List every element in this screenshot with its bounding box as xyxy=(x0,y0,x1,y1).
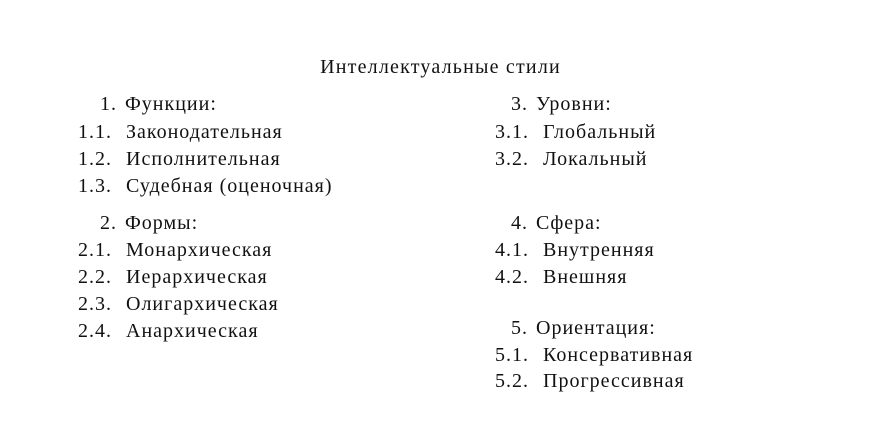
item-number: 2.4. xyxy=(78,320,112,342)
item-label: Локальный xyxy=(543,148,648,170)
section-number: 4. xyxy=(511,212,528,234)
item-label: Анархическая xyxy=(126,320,259,342)
item-label: Судебная (оценочная) xyxy=(126,175,333,197)
item-label: Исполнительная xyxy=(126,148,281,170)
list-item xyxy=(495,238,655,262)
item-label: Прогрессивная xyxy=(543,370,685,392)
page-title: Интеллектуальные стили xyxy=(320,56,561,78)
item-number: 5.1. xyxy=(495,344,529,366)
section-label: Ориентация: xyxy=(536,317,656,339)
section-heading-sphere xyxy=(511,211,602,235)
list-item xyxy=(78,120,283,144)
list-item xyxy=(78,319,259,343)
list-item xyxy=(78,292,279,316)
item-label: Внешняя xyxy=(543,266,628,288)
list-item xyxy=(78,265,268,289)
section-number: 2. xyxy=(100,212,117,234)
section-number: 3. xyxy=(511,93,528,115)
list-item xyxy=(495,147,647,171)
section-label: Уровни: xyxy=(536,93,612,115)
section-label: Сфера: xyxy=(536,212,602,234)
item-label: Законодательная xyxy=(126,121,283,143)
item-number: 3.2. xyxy=(495,148,529,170)
section-heading-levels xyxy=(511,92,612,116)
section-heading-orientation xyxy=(511,316,656,340)
list-item xyxy=(78,174,333,198)
item-label: Иерархическая xyxy=(126,266,268,288)
item-number: 4.1. xyxy=(495,239,529,261)
item-label: Внутренняя xyxy=(543,239,655,261)
item-number: 1.2. xyxy=(78,148,112,170)
item-label: Олигархическая xyxy=(126,293,279,315)
list-item xyxy=(78,238,272,262)
list-item xyxy=(495,120,656,144)
section-heading-forms xyxy=(100,211,198,235)
list-item xyxy=(78,147,281,171)
section-label: Формы: xyxy=(125,212,199,234)
item-number: 3.1. xyxy=(495,121,529,143)
list-item xyxy=(495,265,627,289)
item-number: 1.1. xyxy=(78,121,112,143)
item-label: Глобальный xyxy=(543,121,657,143)
section-number: 1. xyxy=(100,93,117,115)
item-label: Монархическая xyxy=(126,239,273,261)
section-number: 5. xyxy=(511,317,528,339)
item-number: 2.1. xyxy=(78,239,112,261)
section-label: Функции: xyxy=(125,93,217,115)
item-number: 1.3. xyxy=(78,175,112,197)
list-item xyxy=(495,343,693,367)
item-number: 2.3. xyxy=(78,293,112,315)
item-number: 5.2. xyxy=(495,370,529,392)
section-heading-functions xyxy=(100,92,217,116)
list-item xyxy=(495,369,685,393)
item-label: Консервативная xyxy=(543,344,694,366)
item-number: 2.2. xyxy=(78,266,112,288)
item-number: 4.2. xyxy=(495,266,529,288)
